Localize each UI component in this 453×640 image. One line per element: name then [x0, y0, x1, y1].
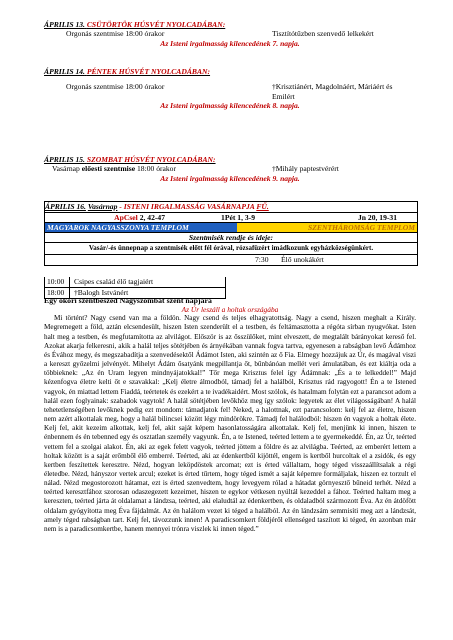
- mass-time: Orgonás szentmise 18:00 órakor: [66, 29, 165, 39]
- mass-order-title: Szentmisék rendje és ideje:: [45, 233, 417, 243]
- day-heading: ÁPRILIS 14. PÉNTEK HÚSVÉT NYOLCADÁBAN:: [44, 67, 211, 76]
- day-block-15: [44, 155, 416, 183]
- mass-row: [44, 82, 416, 101]
- sunday-schedule-box: [44, 201, 418, 266]
- mass-intention: Tisztítótűzben szenvedő lelkekért: [272, 29, 374, 39]
- mass-intention: †Krisztiánért, Magdolnáért, Máriáért és Emilért: [272, 82, 393, 101]
- gospel: Jn 20, 19-31: [357, 213, 397, 222]
- right-mass-row: [45, 255, 417, 265]
- church-left: MAGYAROK NAGYASSZONYA TEMPLOM: [45, 223, 237, 232]
- reading-2: 1Pét 1, 3-9: [221, 213, 255, 222]
- mass-time: Orgonás szentmise 18:00 órakor: [66, 82, 165, 92]
- homily-subtitle: Az Úr leszáll a holtak országába: [181, 305, 279, 315]
- day-block-13: [44, 20, 416, 48]
- church-header-row: [45, 223, 417, 233]
- sunday-title: ÁPRILIS 16. Vasárnap - ISTENI IRGALMASSÁG VASÁRNAPJA FŰ.: [45, 202, 417, 213]
- left-mass-row: 10:00 Csipes család élő tagjaiért: [45, 277, 225, 288]
- readings-row: [45, 213, 417, 223]
- homily-section: [44, 296, 416, 534]
- reading-1: ApCsel 2, 42-47: [114, 213, 165, 222]
- day-block-14: [44, 67, 416, 111]
- homily-body: Mi történt? Nagy csend van ma a földön. Nagy csend és teljes elhagyatottság. Nagy a csend, hiszen meghalt a Király. Megremegett a föld, aztán elcsendesült, hiszen Isten szenderült el a testben, és feltámasztotta a régóta sírban nyugvókat. Isten halt meg a testben, és megfutamította az alvilágot. Először is az ősszülőket, mint elveszett, de megtalált bárányokat kereső fel. Azokat akarja felkeresni, akik a halál teljes sötétjében és árnyékában vannak fogva tartva, egyenesen a rabságban levő Ádámhoz és Évához megy, és megszabadítja a szenvedésektől Ádámot Isten, aki szintén az ő Fia. Elmegy hozzájuk az Úr, és magával viszi a kereszt győzelmi jelvényét. Mihelyt Ádám ősatyánk megpillantja őt, bűnbánóan mellét veri ámulatában, és ezt kiáltja oda a többieknek: „Az én Uram legyen mindnyájatokkal!” Tőr mega Krisztus felel így Ádámnak: „És a te lelkeddel!” Majd kézenfogva életre kelti őt e szavakkal: „Kelj életre álmodból, támadj fel a halálból, Krisztus rád ragyogott! Én a te Istened vagyok, én miattad lettem Fiaddá, teértetek és ezekért a te ivadékaidért. Most szólok, és hatalmam folytán ezt a parancsot adom a halál ezen foglyainak: szabadok vagytok! A halál sötétjében levőkhöz meg így szólok: legyetek az élet világosságában! A halál tehetetlenségében levőknek pedig ezt mondom: támadjatok fel! Neked, a halottnak, ezt parancsolom: kelj fel az életre, hiszen nem azért alkottalak meg, hogy a halál bilincsei között légy mindörökre. Támadj fel halálodból: hiszen én vagyok a holtak élete. Kelj fel, akit kezeim alkottak, kelj fel, akit saját képem hasonlatosságára alkottalak. Kelj fel, menjünk ki innen, hiszen te énbennem és én tebenned egy és osztatlan személy vagyunk. Én, a te Istened, teérted lettem a te gyermekeddé. Én, az Úr, teérted vettem fel a szolgai alakot. Én, aki az egek felett vagyok, teérted jöttem a földre és az alvilágba. Teérted, az emberért lettem a holtak között is a saját erőmből élő emberré. Teérted, aki az édenkertből kijöttél, engem is kertből hurcoltak el a zsidók, és egy kertben feszítettek keresztre. Nézd, hogyan leköpdöstek arcomat; ezt is érted vállaltam, hogy téged visszaállítsalak a régi életedbe. Nézd, hányszor vertek arcul; ezeket is érted tűrtem, hogy téged ismét a saját képemre formáljalak, hiszen ez torzult el nálad. Nézd megostorozott hátamat, ezt is érted szenvedtem, hogy levegyem rólad a hátadat görnyesztő bűneid terhét. Nézd a teérted keresztfához szorosan odaszegezett kezeimet, hiszen te egykor vétkesen nyúltál kezeddel a fához. Teérted haltam meg a kereszten, teérted járta át oldalamat a lándzsa, teérted, aki elaludtál az édenkertben, és oldaladból szármozott Éva. Az én átdöfött oldalam gyógyította meg Éva fájdalmát. Az én halálom vezet ki téged a halálból. Az én lándzsám semmisíti meg azt a lándzsát, amely téged rabságban tart. Kelj fel, távozzunk innen! A paradicsomkert földjéről ellenséged taszított ki téged, én azonban már nem is a paradicsomkertbe, hanem mennyei trónra viszlek ki innen téged.”: [44, 314, 417, 533]
- right-mass-time: 7:30: [255, 255, 269, 264]
- mass-row: [44, 164, 416, 173]
- rosary-notice: Vasár/-és ünnepnap a szentmisék előtt fél órával, rózsafüzért imádkozunk egyházközségünkért.: [45, 243, 417, 255]
- homily-title: Egy ókori szentbeszéd Nagyszombat szent napjára: [44, 296, 212, 305]
- mass-intention: †Mihály paptestvérért: [272, 164, 339, 174]
- day-heading: ÁPRILIS 13. CSÜTÖRTÖK HÚSVÉT NYOLCADÁBAN:: [44, 20, 226, 29]
- novena-line: Az Isteni irgalmasság kilencedének 9. napja.: [160, 173, 300, 183]
- mass-time: Vasárnap előesti szentmise 18:00 órakor: [52, 164, 177, 174]
- right-mass-intention: Élő unokákért: [281, 255, 324, 264]
- left-mass-row: 18:00 †Balogh Istvánért: [47, 288, 129, 297]
- novena-line: Az Isteni irgalmasság kilencedének 7. napja.: [160, 38, 300, 48]
- church-right: SZENTHÁROMSÁG TEMPLOM: [237, 223, 417, 232]
- mass-row: [44, 29, 416, 38]
- day-heading: ÁPRILIS 15. SZOMBAT HÚSVÉT NYOLCADÁBAN:: [44, 155, 216, 164]
- novena-line: Az Isteni irgalmasság kilencedének 8. napja.: [160, 101, 300, 111]
